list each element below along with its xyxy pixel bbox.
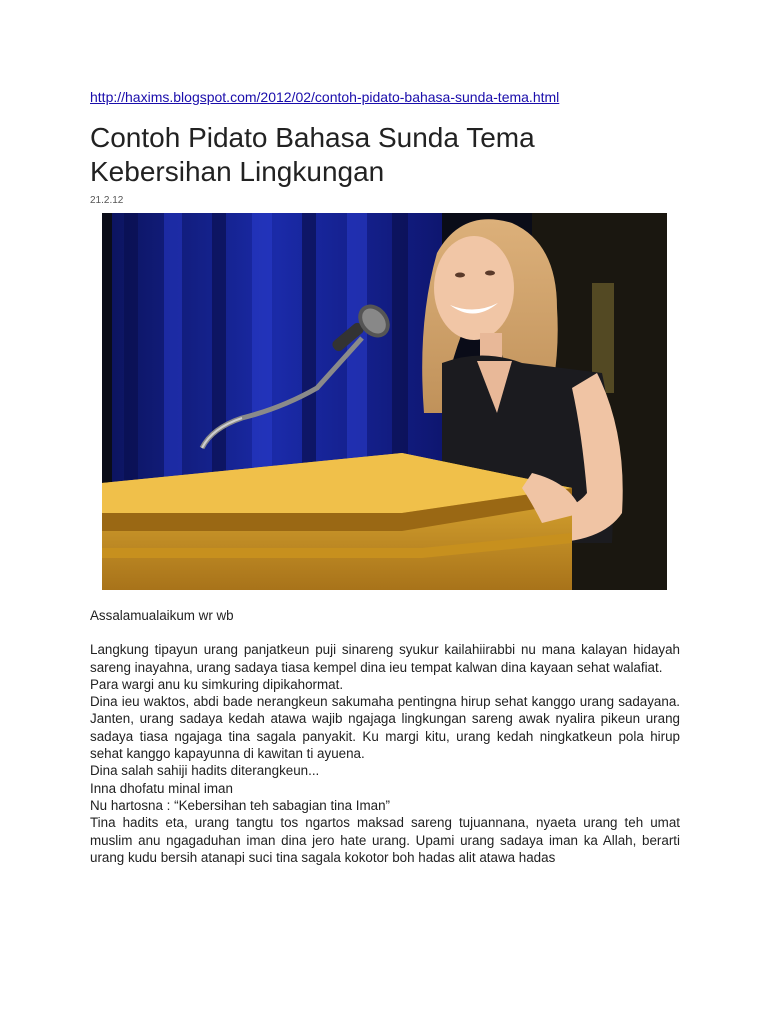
paragraph: Tina hadits eta, urang tangtu tos ngartos maksad sareng tujuannana, nyaeta urang teh umat muslim anu ngagaduhan iman dina jero hate urang. Upami urang sadaya iman ka Allah, berarti urang kudu bersih atanapi suci tina sagala kokotor boh hadas alit atawa hadas: [90, 815, 680, 865]
post-date: 21.2.12: [90, 195, 124, 206]
speech-body: [90, 607, 680, 866]
paragraph: Dina ieu waktos, abdi bade nerangkeun sakumaha pentingna hirup sehat kanggo urang sadayana. Janten, urang sadaya kedah atawa wajib ngajaga lingkungan sareng awak nyalira pikeun urang sadaya tiasa ngajaga tina sagala panyakit. Ku margi kitu, urang kedah ningkatkeun pola hirup sehat kanggo kapayunna di kawitan ti ayuena.: [90, 694, 680, 762]
source-url-link[interactable]: http://haxims.blogspot.com/2012/02/contoh-pidato-bahasa-sunda-tema.html: [90, 89, 560, 105]
paragraph: Langkung tipayun urang panjatkeun puji sinareng syukur kailahiirabbi nu mana kalayan hidayah sareng inayahna, urang sadaya tiasa kempel dina ieu tempat kalwan dina kayaan sehat walafiat.: [90, 642, 680, 675]
greeting: Assalamualaikum wr wb: [90, 608, 234, 623]
speaker-photo: [102, 213, 667, 590]
paragraph: Inna dhofatu minal iman: [90, 780, 233, 796]
post-title: Contoh Pidato Bahasa Sunda Tema Kebersihan Lingkungan: [90, 122, 535, 187]
paragraph: Dina salah sahiji hadits diterangkeun...: [90, 763, 320, 779]
paragraph: Para wargi anu ku simkuring dipikahormat.: [90, 676, 344, 692]
paragraph: Nu hartosna : “Kebersihan teh sabagian tina Iman”: [90, 797, 390, 813]
face: [434, 236, 514, 340]
